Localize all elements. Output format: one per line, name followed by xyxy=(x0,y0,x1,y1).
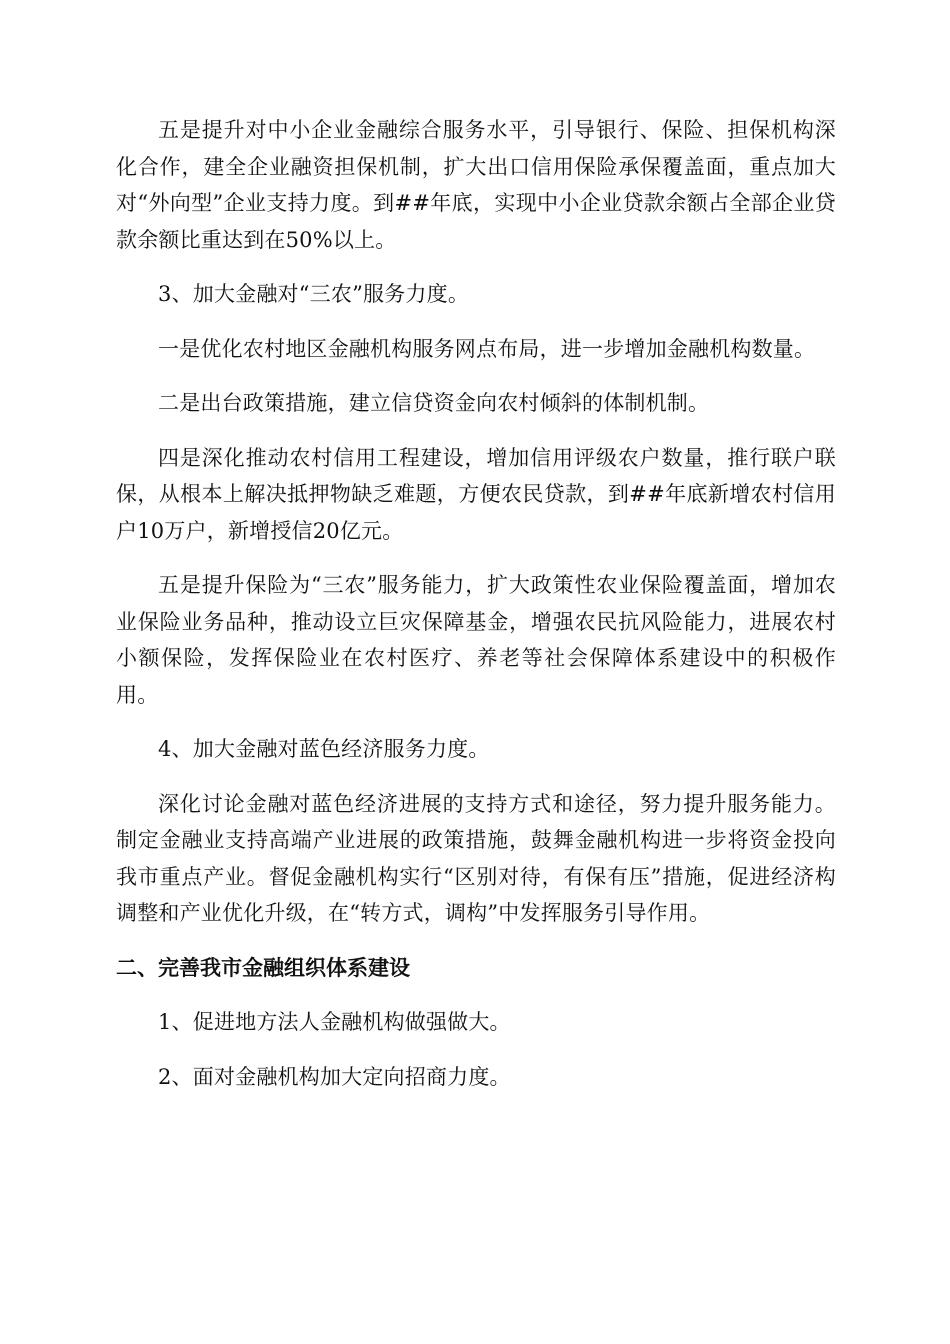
paragraph-sme-finance: 五是提升对中小企业金融综合服务水平，引导银行、保险、担保机构深化合作，建全企业融资担保机制，扩大出口信用保险承保覆盖面，重点加大对“外向型”企业支持力度。到##年底，实现中小企业贷款余额占全部企业贷款余额比重达到在50%以上。 xyxy=(116,118,836,252)
item-blue-economy-heading: 4、加大金融对蓝色经济服务力度。 xyxy=(158,737,490,761)
item-sannong-heading: 3、加大金融对“三农”服务力度。 xyxy=(158,282,470,306)
document-body xyxy=(116,112,836,1113)
sub-item-local-institutions: 1、促进地方法人金融机构做强做大。 xyxy=(158,1010,511,1034)
paragraph-rural-network: 一是优化农村地区金融机构服务网点布局，进一步增加金融机构数量。 xyxy=(158,336,816,361)
paragraph-agri-insurance: 五是提升保险为“三农”服务能力，扩大政策性农业保险覆盖面，增加农业保险业务品种，推动设立巨灾保障基金，增强农民抗风险能力，进展农村小额保险，发挥保险业在农村医疗、养老等社会保障体系建设中的积极作用。 xyxy=(116,573,836,707)
paragraph-credit-policy: 二是出台政策措施，建立信贷资金向农村倾斜的体制机制。 xyxy=(158,391,710,415)
paragraph-rural-credit: 四是深化推动农村信用工程建设，增加信用评级农户数量，推行联户联保，从根本上解决抵押物缺乏难题，方便农民贷款，到##年底新增农村信用户10万户，新增授信20亿元。 xyxy=(116,445,836,543)
section-heading: 二、完善我市金融组织体系建设 xyxy=(116,955,410,980)
sub-item-investment-attraction: 2、面对金融机构加大定向招商力度。 xyxy=(158,1064,511,1089)
paragraph-blue-economy: 深化讨论金融对蓝色经济进展的支持方式和途径，努力提升服务能力。制定金融业支持高端产业进展的政策措施，鼓舞金融机构进一步将资金投向我市重点产业。督促金融机构实行“区别对待，有保有压”措施，促进经济构调整和产业优化升级，在“转方式，调构”中发挥服务引导作用。 xyxy=(116,791,836,925)
